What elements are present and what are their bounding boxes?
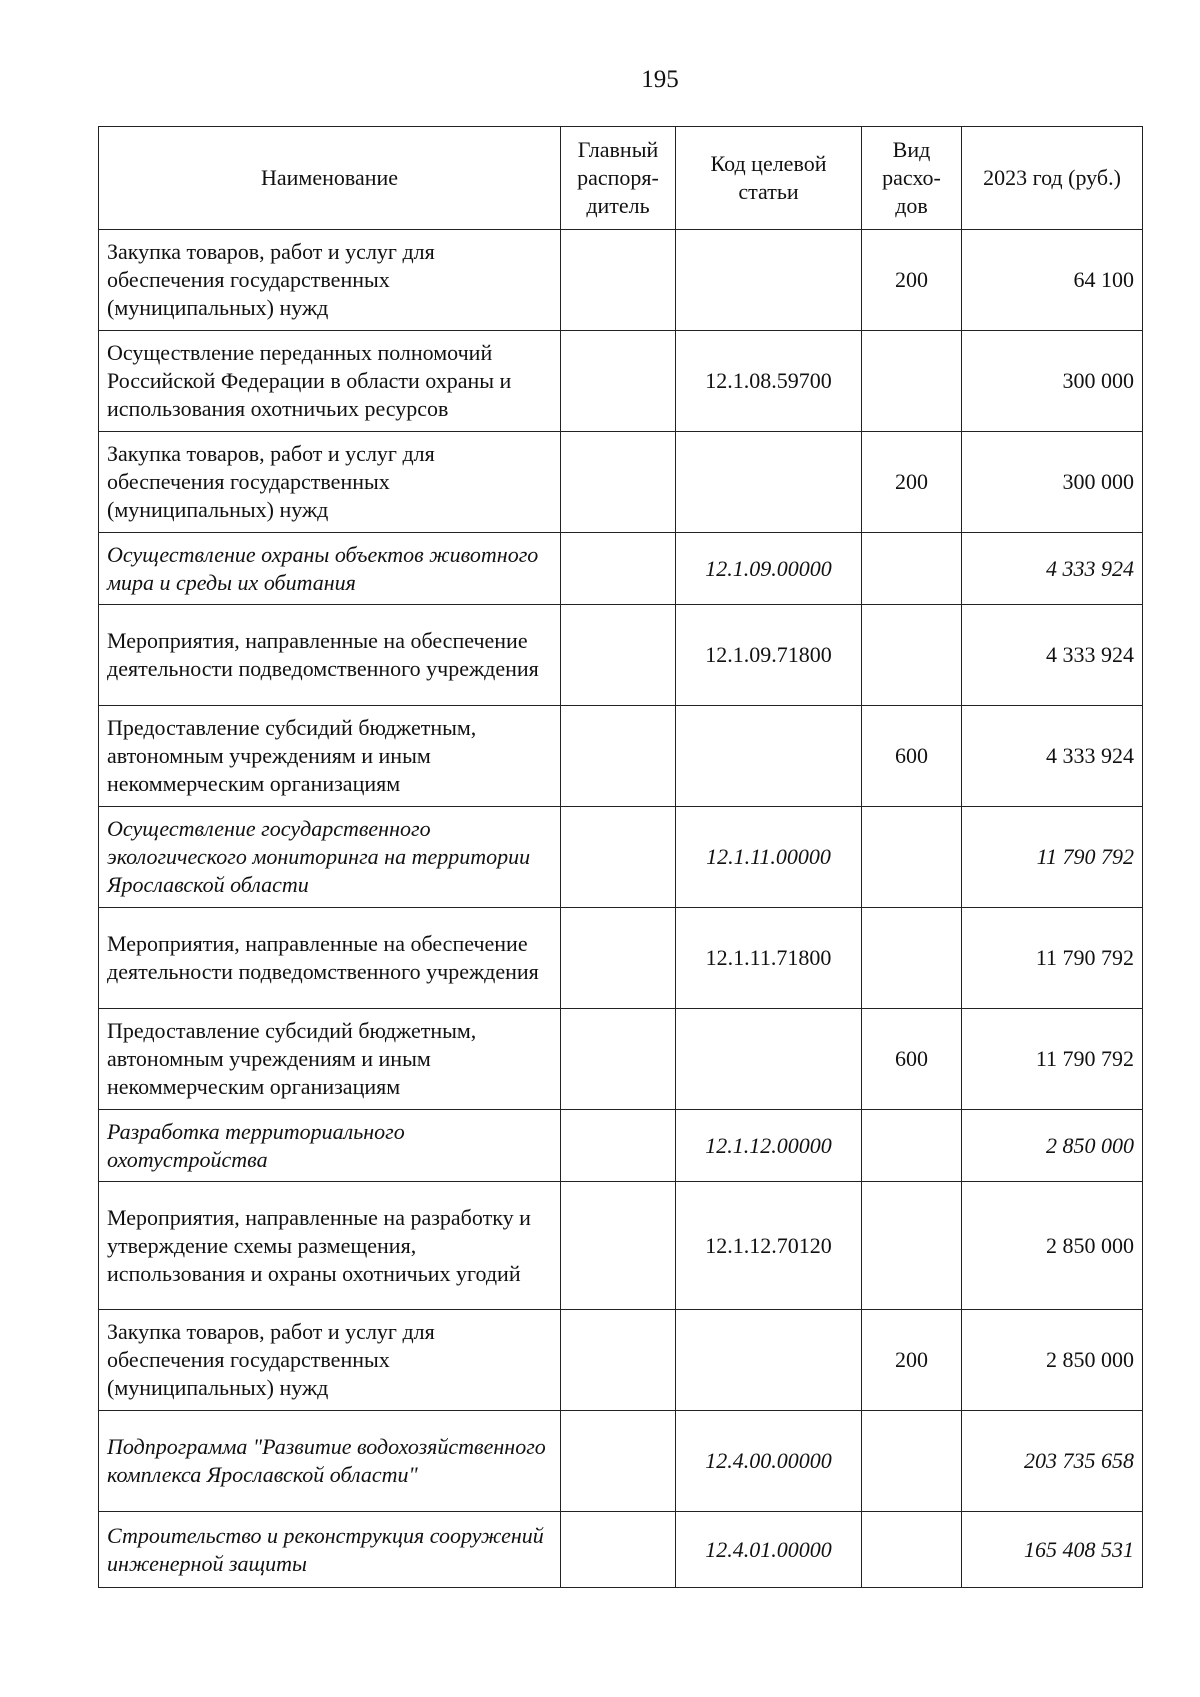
cell-type: 200 bbox=[862, 230, 962, 331]
table-row bbox=[99, 1512, 1143, 1588]
cell-code bbox=[676, 432, 862, 533]
cell-manager bbox=[561, 1512, 676, 1588]
table-row bbox=[99, 1310, 1143, 1411]
table-row bbox=[99, 1411, 1143, 1512]
header-type: Вид расхо-дов bbox=[862, 127, 962, 230]
cell-manager bbox=[561, 605, 676, 706]
table-row bbox=[99, 230, 1143, 331]
cell-code: 12.1.11.00000 bbox=[676, 807, 862, 908]
cell-type bbox=[862, 1182, 962, 1310]
cell-manager bbox=[561, 1310, 676, 1411]
table-row bbox=[99, 331, 1143, 432]
cell-type: 200 bbox=[862, 1310, 962, 1411]
cell-type bbox=[862, 533, 962, 605]
cell-manager bbox=[561, 533, 676, 605]
cell-manager bbox=[561, 1411, 676, 1512]
cell-code: 12.1.09.00000 bbox=[676, 533, 862, 605]
cell-amount: 4 333 924 bbox=[962, 605, 1143, 706]
table-row bbox=[99, 1110, 1143, 1182]
cell-name: Строительство и реконструкция сооружений инженерной защиты bbox=[99, 1512, 561, 1588]
page-number: 195 bbox=[641, 66, 679, 93]
cell-code: 12.1.11.71800 bbox=[676, 908, 862, 1009]
cell-amount: 2 850 000 bbox=[962, 1182, 1143, 1310]
cell-amount: 11 790 792 bbox=[962, 807, 1143, 908]
cell-name: Осуществление переданных полномочий Российской Федерации в области охраны и использования охотничьих ресурсов bbox=[99, 331, 561, 432]
cell-name: Предоставление субсидий бюджетным, автономным учреждениям и иным некоммерческим организациям bbox=[99, 1009, 561, 1110]
cell-amount: 11 790 792 bbox=[962, 1009, 1143, 1110]
cell-code bbox=[676, 1310, 862, 1411]
cell-manager bbox=[561, 331, 676, 432]
cell-manager bbox=[561, 1009, 676, 1110]
cell-amount: 2 850 000 bbox=[962, 1310, 1143, 1411]
cell-code: 12.1.08.59700 bbox=[676, 331, 862, 432]
cell-name: Осуществление государственного экологического мониторинга на территории Ярославской области bbox=[99, 807, 561, 908]
cell-name: Разработка территориального охотустройства bbox=[99, 1110, 561, 1182]
cell-name: Мероприятия, направленные на обеспечение деятельности подведомственного учреждения bbox=[99, 605, 561, 706]
cell-name: Осуществление охраны объектов животного мира и среды их обитания bbox=[99, 533, 561, 605]
table-row bbox=[99, 807, 1143, 908]
cell-name: Предоставление субсидий бюджетным, автономным учреждениям и иным некоммерческим организациям bbox=[99, 706, 561, 807]
cell-manager bbox=[561, 807, 676, 908]
cell-type: 600 bbox=[862, 1009, 962, 1110]
cell-amount: 64 100 bbox=[962, 230, 1143, 331]
cell-code: 12.4.01.00000 bbox=[676, 1512, 862, 1588]
cell-code: 12.4.00.00000 bbox=[676, 1411, 862, 1512]
cell-manager bbox=[561, 1110, 676, 1182]
header-code: Код целевой статьи bbox=[676, 127, 862, 230]
table-row bbox=[99, 706, 1143, 807]
cell-type bbox=[862, 331, 962, 432]
cell-amount: 4 333 924 bbox=[962, 706, 1143, 807]
table-row bbox=[99, 1009, 1143, 1110]
cell-amount: 300 000 bbox=[962, 432, 1143, 533]
header-manager: Главный распоря-дитель bbox=[561, 127, 676, 230]
cell-code bbox=[676, 230, 862, 331]
cell-code: 12.1.12.70120 bbox=[676, 1182, 862, 1310]
table-row bbox=[99, 605, 1143, 706]
cell-name: Закупка товаров, работ и услуг для обеспечения государственных (муниципальных) нужд bbox=[99, 230, 561, 331]
cell-code bbox=[676, 1009, 862, 1110]
table-row bbox=[99, 432, 1143, 533]
cell-manager bbox=[561, 230, 676, 331]
cell-code bbox=[676, 706, 862, 807]
cell-code: 12.1.12.00000 bbox=[676, 1110, 862, 1182]
cell-amount: 11 790 792 bbox=[962, 908, 1143, 1009]
header-amount: 2023 год (руб.) bbox=[962, 127, 1143, 230]
cell-amount: 165 408 531 bbox=[962, 1512, 1143, 1588]
cell-amount: 4 333 924 bbox=[962, 533, 1143, 605]
cell-code: 12.1.09.71800 bbox=[676, 605, 862, 706]
cell-type bbox=[862, 1110, 962, 1182]
table-row bbox=[99, 1182, 1143, 1310]
cell-amount: 2 850 000 bbox=[962, 1110, 1143, 1182]
cell-name: Закупка товаров, работ и услуг для обеспечения государственных (муниципальных) нужд bbox=[99, 1310, 561, 1411]
cell-type: 200 bbox=[862, 432, 962, 533]
cell-manager bbox=[561, 908, 676, 1009]
cell-type bbox=[862, 1512, 962, 1588]
cell-manager bbox=[561, 706, 676, 807]
cell-manager bbox=[561, 432, 676, 533]
cell-type bbox=[862, 908, 962, 1009]
cell-type bbox=[862, 1411, 962, 1512]
table-row bbox=[99, 533, 1143, 605]
cell-type bbox=[862, 807, 962, 908]
cell-type: 600 bbox=[862, 706, 962, 807]
cell-name: Подпрограмма "Развитие водохозяйственного комплекса Ярославской области" bbox=[99, 1411, 561, 1512]
budget-table bbox=[98, 126, 1143, 1588]
cell-amount: 300 000 bbox=[962, 331, 1143, 432]
header-name: Наименование bbox=[99, 127, 561, 230]
cell-name: Закупка товаров, работ и услуг для обеспечения государственных (муниципальных) нужд bbox=[99, 432, 561, 533]
cell-amount: 203 735 658 bbox=[962, 1411, 1143, 1512]
cell-manager bbox=[561, 1182, 676, 1310]
cell-name: Мероприятия, направленные на обеспечение деятельности подведомственного учреждения bbox=[99, 908, 561, 1009]
table-row bbox=[99, 908, 1143, 1009]
cell-type bbox=[862, 605, 962, 706]
cell-name: Мероприятия, направленные на разработку и утверждение схемы размещения, использования и охраны охотничьих угодий bbox=[99, 1182, 561, 1310]
table-header-row bbox=[99, 127, 1143, 230]
